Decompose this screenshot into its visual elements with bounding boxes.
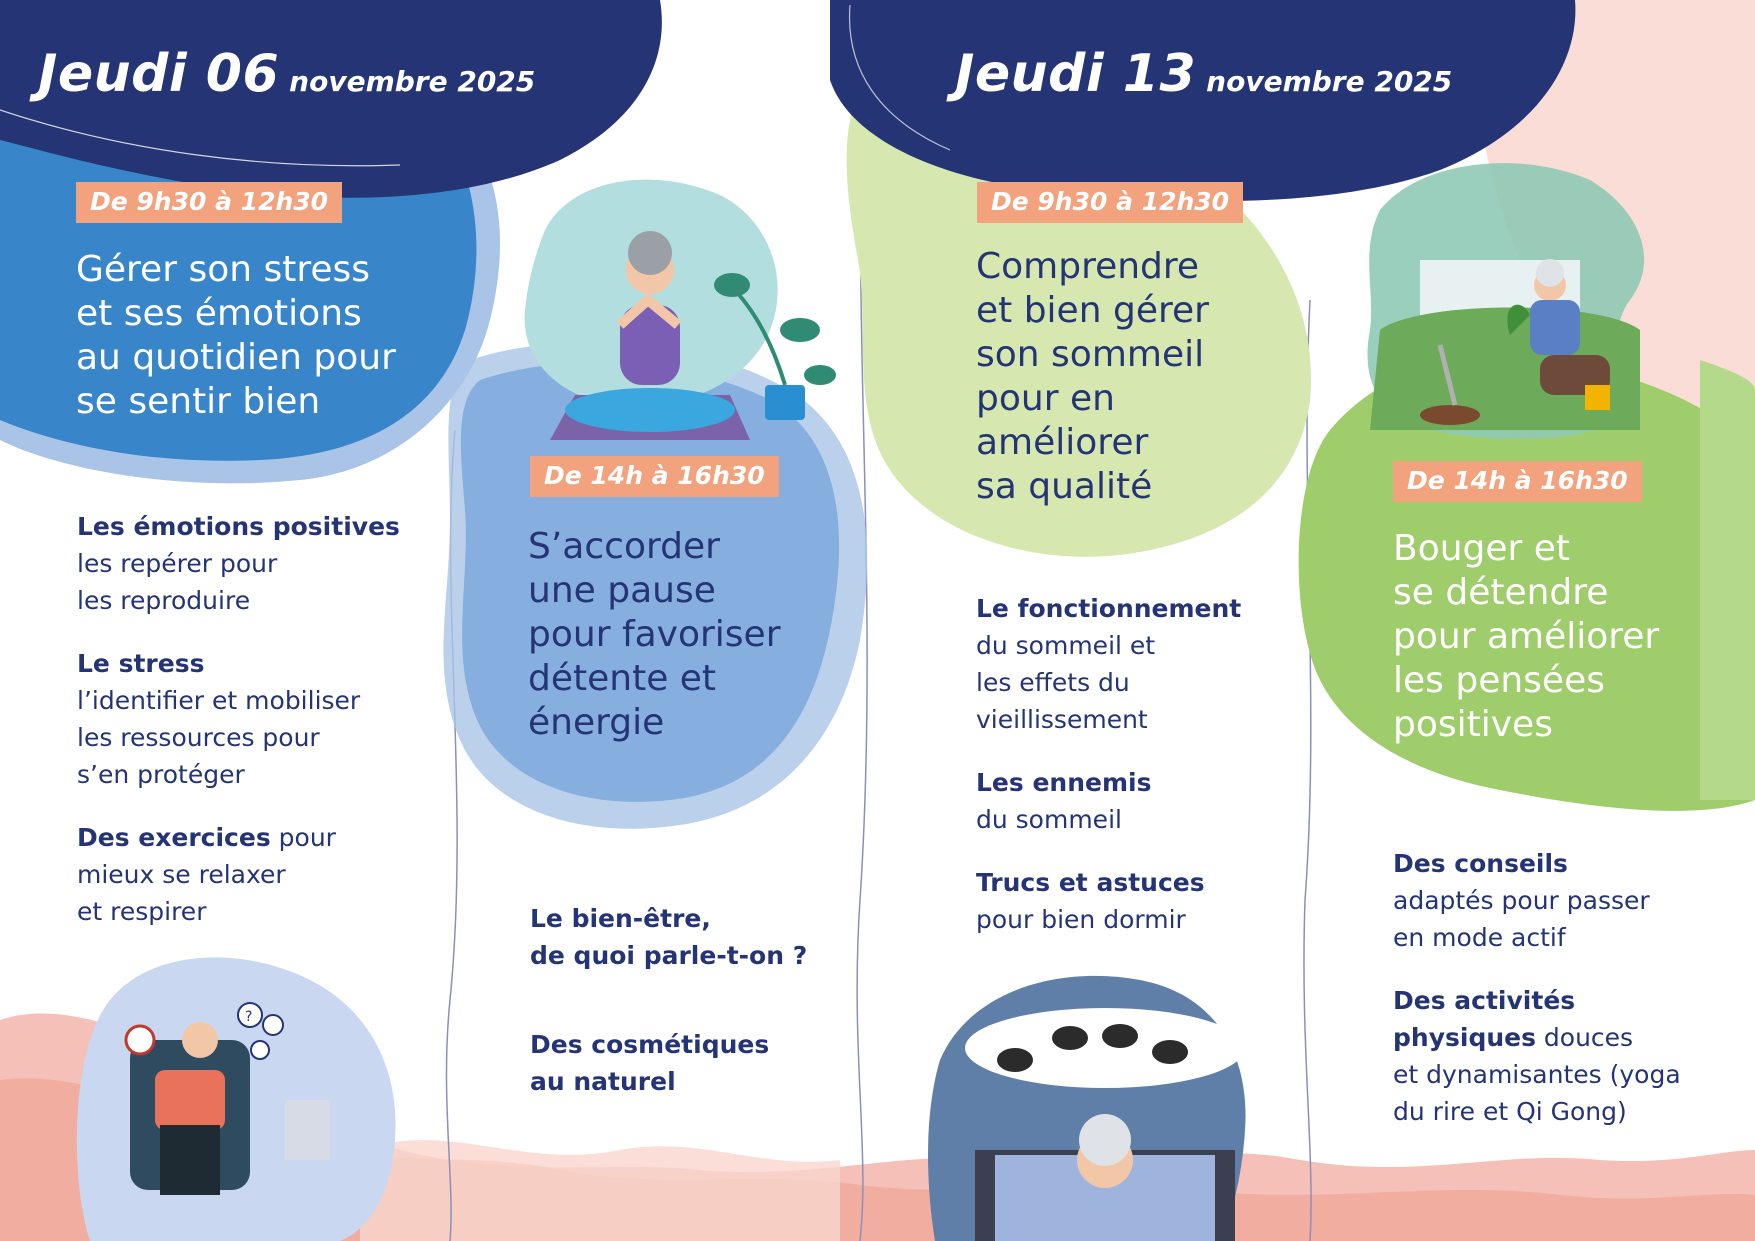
topic-item: Les émotions positives les repérer pour les reproduire: [77, 512, 400, 615]
topic-item: Des activités physiques douces et dynamisantes (yoga du rire et Qi Gong): [1393, 986, 1681, 1126]
topic-item: Le stress l’identifier et mobiliser les ressources pour s’en protéger: [77, 649, 361, 789]
topic-list: [1393, 845, 1681, 1156]
date-day: Jeudi 13: [955, 44, 1197, 104]
sleeping-woman-counting-sheep-illustration: [955, 1000, 1255, 1241]
session-title: Comprendre et bien gérer son sommeil pour en améliorer sa qualité: [976, 246, 1209, 507]
session-title: S’accorder une pause pour favoriser détente et énergie: [528, 526, 781, 743]
topic-list: [976, 590, 1241, 964]
topic-item: Le fonctionnement du sommeil et les effets du vieillissement: [976, 594, 1242, 734]
date-day: Jeudi 06: [38, 44, 280, 104]
session-title: Gérer son stress et ses émotions au quotidien pour se sentir bien: [76, 249, 396, 422]
svg-text:?: ?: [245, 1009, 253, 1025]
topic-item: Trucs et astuces pour bien dormir: [976, 868, 1205, 934]
topic-item: Les ennemis du sommeil: [976, 768, 1152, 834]
time-badge: De 14h à 16h30: [530, 456, 779, 497]
topic-item: Des conseils adaptés pour passer en mode actif: [1393, 849, 1650, 952]
topic-item: Des cosmétiques au naturel: [530, 1030, 770, 1096]
topic-list: [77, 508, 400, 956]
topic-item: Des exercices pour mieux se relaxer et respirer: [77, 823, 336, 926]
date-header-day2: [955, 44, 1453, 104]
date-month: novembre 2025: [289, 65, 536, 98]
time-badge: De 9h30 à 12h30: [977, 182, 1243, 223]
stressed-man-in-armchair-illustration: [110, 960, 350, 1220]
yoga-meditation-woman-illustration: [520, 225, 860, 445]
topic-list: [530, 900, 807, 1126]
date-header-day1: [38, 44, 536, 104]
topic-item: Le bien-être, de quoi parle-t-on ?: [530, 904, 808, 970]
date-month: novembre 2025: [1206, 65, 1453, 98]
gardening-woman-illustration: [1400, 255, 1640, 445]
time-badge: De 14h à 16h30: [1393, 461, 1642, 502]
time-badge: De 9h30 à 12h30: [76, 182, 342, 223]
session-title: Bouger et se détendre pour améliorer les pensées positives: [1393, 528, 1660, 745]
